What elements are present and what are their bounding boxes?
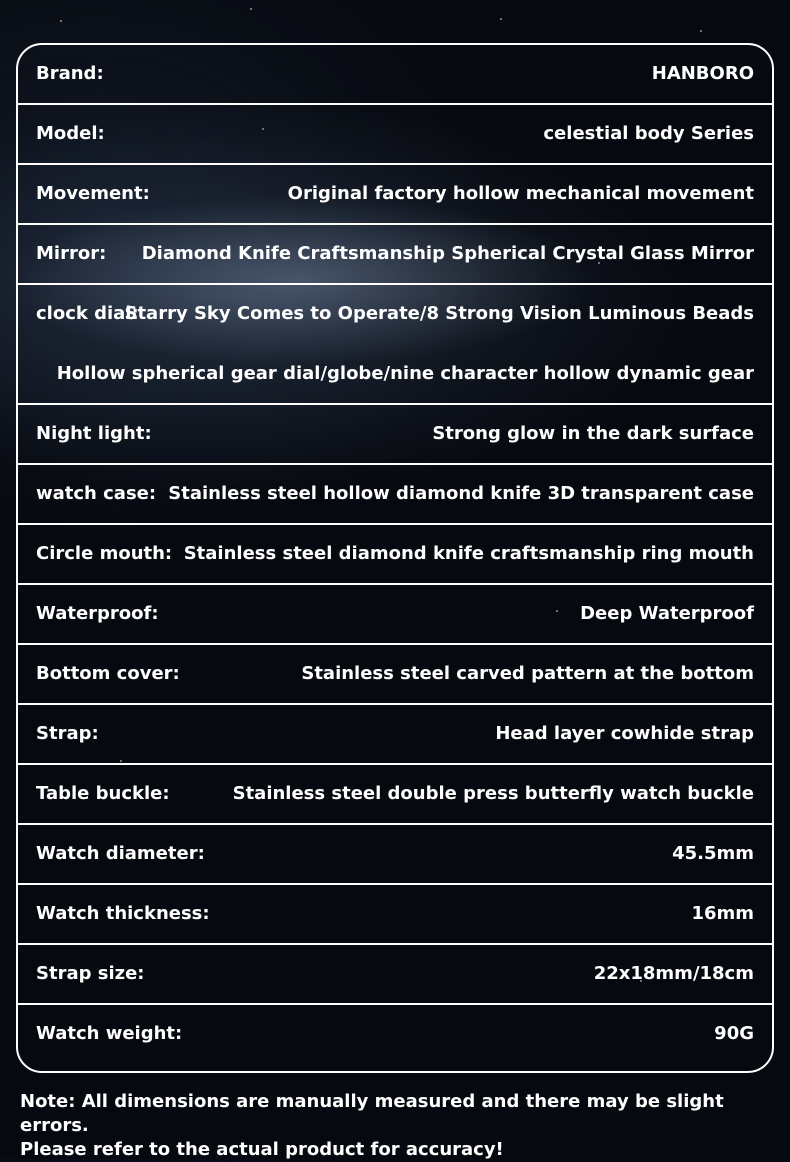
spec-row-model <box>18 105 772 165</box>
spec-label: Waterproof: <box>36 603 159 624</box>
spec-row-movement <box>18 165 772 225</box>
spec-row-waterproof <box>18 585 772 645</box>
spec-value: HANBORO <box>651 63 754 84</box>
spec-label: Night light: <box>36 423 152 444</box>
spec-label: Strap: <box>36 723 99 744</box>
spec-value: Strong glow in the dark surface <box>432 423 754 444</box>
spec-value: Original factory hollow mechanical movement <box>287 183 754 204</box>
spec-value: Stainless steel diamond knife craftsmanship ring mouth <box>183 543 754 564</box>
spec-row-watch-case <box>18 465 772 525</box>
spec-value: Deep Waterproof <box>580 603 754 624</box>
spec-row-watch-weight <box>18 1005 772 1065</box>
spec-label: Brand: <box>36 63 104 84</box>
spec-label: Table buckle: <box>36 783 170 804</box>
disclaimer-line-1: Note: All dimensions are manually measured and there may be slight errors. <box>20 1091 724 1136</box>
spec-row-watch-diameter <box>18 825 772 885</box>
spec-label: watch case: <box>36 483 157 504</box>
spec-table <box>16 43 774 1073</box>
spec-label: Circle mouth: <box>36 543 173 564</box>
spec-value: 45.5mm <box>672 843 754 864</box>
spec-value: Diamond Knife Craftsmanship Spherical Crystal Glass Mirror <box>141 243 754 264</box>
spec-label: Watch weight: <box>36 1023 183 1044</box>
spec-value: Stainless steel carved pattern at the bottom <box>301 663 754 684</box>
spec-label: Model: <box>36 123 105 144</box>
spec-value: 16mm <box>691 903 754 924</box>
spec-value: 22x18mm/18cm <box>593 963 754 984</box>
spec-row-strap <box>18 705 772 765</box>
spec-row-mirror <box>18 225 772 285</box>
disclaimer-line-2: Please refer to the actual product for accuracy! <box>20 1139 504 1160</box>
spec-row-bottom-cover <box>18 645 772 705</box>
spec-label: Movement: <box>36 183 150 204</box>
spec-value: Starry Sky Comes to Operate/8 Strong Vision Luminous Beads <box>124 303 754 324</box>
spec-row-circle-mouth <box>18 525 772 585</box>
spec-row-night-light <box>18 405 772 465</box>
disclaimer-note <box>20 1090 780 1162</box>
spec-value: 90G <box>714 1023 754 1044</box>
spec-row-strap-size <box>18 945 772 1005</box>
spec-label: Bottom cover: <box>36 663 180 684</box>
spec-row-watch-thickness <box>18 885 772 945</box>
spec-label: clock dial: <box>36 303 139 324</box>
spec-value: Head layer cowhide strap <box>495 723 754 744</box>
spec-row-brand <box>18 45 772 105</box>
spec-label: Mirror: <box>36 243 107 264</box>
spec-row-clock-dial-continued <box>18 345 772 405</box>
spec-row-table-buckle <box>18 765 772 825</box>
spec-label: Strap size: <box>36 963 145 984</box>
spec-value: Stainless steel double press butterfly watch buckle <box>232 783 754 804</box>
spec-label: Watch thickness: <box>36 903 210 924</box>
spec-row-clock-dial <box>18 285 772 345</box>
spec-value: Stainless steel hollow diamond knife 3D transparent case <box>168 483 754 504</box>
spec-value-continued: Hollow spherical gear dial/globe/nine character hollow dynamic gear <box>56 363 754 384</box>
spec-value: celestial body Series <box>543 123 754 144</box>
spec-label: Watch diameter: <box>36 843 205 864</box>
